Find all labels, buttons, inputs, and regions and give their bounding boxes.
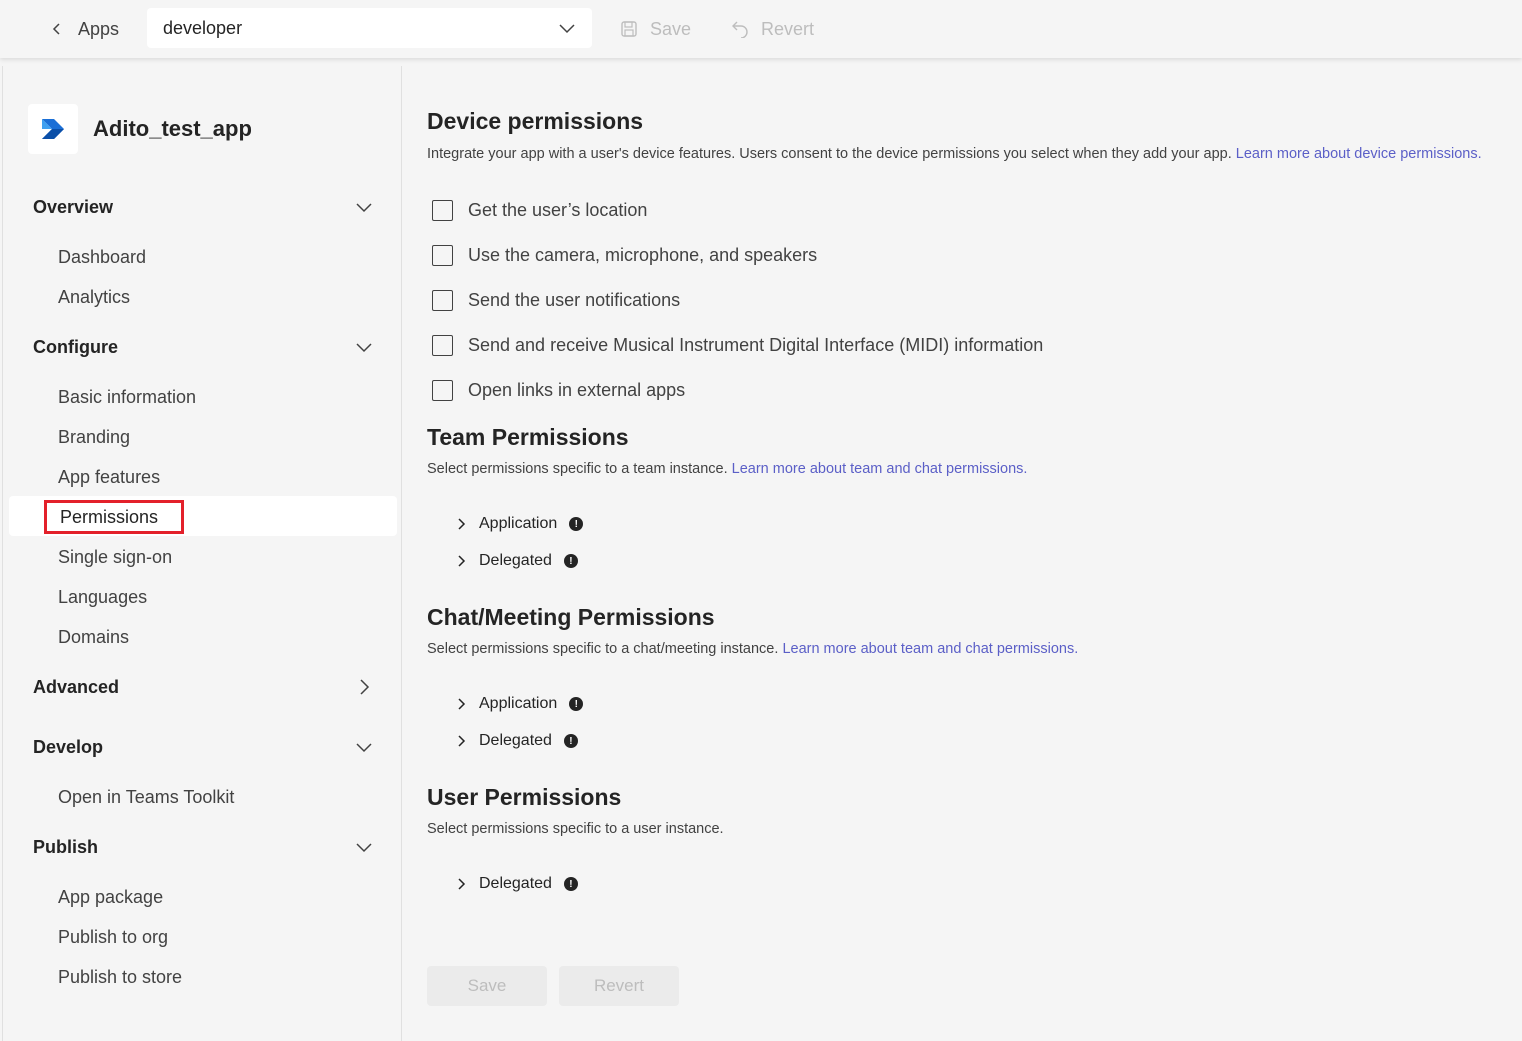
sidebar (2, 66, 402, 1041)
sidebar-item-basic-information[interactable]: Basic information (58, 386, 197, 407)
sidebar-item-publish-to-store[interactable]: Publish to store (58, 966, 183, 987)
checkbox[interactable] (432, 380, 453, 401)
environment-dropdown[interactable] (147, 8, 592, 48)
info-icon[interactable]: ! (564, 734, 578, 748)
chat-delegated-expander[interactable] (455, 726, 578, 756)
nav-section-label: Advanced (33, 676, 120, 697)
sidebar-item-permissions[interactable]: Permissions (44, 500, 184, 534)
checkbox-label: Open links in external apps (468, 379, 686, 400)
team-description-text: Select permissions specific to a team instance. (427, 461, 728, 477)
device-permissions-learn-more-link[interactable]: Learn more about device permissions. (1235, 146, 1482, 162)
app-header (28, 104, 252, 154)
sidebar-item-app-features[interactable]: App features (58, 466, 161, 487)
checkbox-label: Use the camera, microphone, and speakers (468, 244, 818, 265)
device-permissions-description (427, 146, 1482, 162)
chevron-down-icon (558, 19, 576, 37)
sidebar-item-single-sign-on[interactable]: Single sign-on (58, 546, 173, 567)
top-revert-label: Revert (761, 18, 815, 39)
team-delegated-expander[interactable] (455, 546, 578, 576)
expander-label: Delegated (479, 732, 552, 749)
environment-value: developer (163, 17, 243, 38)
chevron-right-icon (455, 735, 467, 747)
checkbox[interactable] (432, 290, 453, 311)
chevron-right-icon (455, 518, 467, 530)
team-permissions-title: Team Permissions (427, 424, 629, 450)
top-save-button[interactable] (620, 14, 691, 44)
chat-permissions-title: Chat/Meeting Permissions (427, 604, 715, 630)
nav-section-label: Configure (33, 336, 118, 357)
info-icon[interactable]: ! (564, 554, 578, 568)
nav-section-label: Publish (33, 836, 99, 857)
team-application-expander[interactable] (455, 509, 583, 539)
sidebar-item-open-in-teams-toolkit[interactable]: Open in Teams Toolkit (58, 786, 235, 807)
info-icon[interactable]: ! (564, 877, 578, 891)
nav-section-overview[interactable] (33, 187, 373, 227)
nav-section-develop[interactable] (33, 727, 373, 767)
nav-section-publish[interactable] (33, 827, 373, 867)
app-name: Adito_test_app (93, 116, 252, 141)
save-icon (620, 20, 638, 38)
team-permissions-learn-more-link[interactable]: Learn more about team and chat permissions. (731, 461, 1028, 477)
nav-section-advanced[interactable] (33, 667, 373, 707)
expander-label: Delegated (479, 875, 552, 892)
back-to-apps-link[interactable] (50, 12, 119, 46)
sidebar-item-app-package[interactable]: App package (58, 886, 164, 907)
checkbox[interactable] (432, 200, 453, 221)
top-save-label: Save (650, 18, 692, 39)
chevron-down-icon (355, 198, 373, 216)
expander-label: Application (479, 515, 558, 532)
info-icon[interactable]: ! (569, 517, 583, 531)
device-permissions-title: Device permissions (427, 108, 644, 134)
permission-checkbox-media[interactable] (432, 240, 817, 270)
chevron-down-icon (355, 738, 373, 756)
permission-checkbox-external-links[interactable] (432, 375, 685, 405)
nav-section-configure[interactable] (33, 327, 373, 367)
top-revert-button[interactable] (731, 14, 814, 44)
checkbox-label: Send and receive Musical Instrument Digital Interface (MIDI) information (468, 334, 1044, 355)
chevron-right-icon (355, 678, 373, 696)
chat-permissions-description (427, 641, 1078, 657)
chat-description-text: Select permissions specific to a chat/meeting instance. (427, 641, 779, 657)
sidebar-item-analytics[interactable]: Analytics (58, 286, 131, 307)
nav-section-label: Develop (33, 736, 104, 757)
nav-section-label: Overview (33, 196, 114, 217)
checkbox-label: Send the user notifications (468, 289, 681, 310)
top-bar (0, 0, 1522, 58)
chevron-right-icon (455, 555, 467, 567)
chevron-left-icon (50, 22, 64, 36)
user-permissions-description: Select permissions specific to a user instance. (427, 821, 724, 837)
expander-label: Delegated (479, 552, 552, 569)
chat-application-expander[interactable] (455, 689, 583, 719)
sidebar-item-dashboard[interactable]: Dashboard (58, 246, 147, 267)
expander-label: Application (479, 695, 558, 712)
undo-icon (731, 20, 749, 38)
sidebar-item-branding[interactable]: Branding (58, 426, 131, 447)
app-logo-icon (28, 104, 78, 154)
revert-button[interactable]: Revert (559, 966, 679, 1006)
device-description-text: Integrate your app with a user's device features. Users consent to the device permissions you select when they add your app. (427, 146, 1232, 162)
checkbox[interactable] (432, 245, 453, 266)
team-permissions-description (427, 461, 1027, 477)
user-permissions-title: User Permissions (427, 784, 622, 810)
chevron-right-icon (455, 698, 467, 710)
chevron-right-icon (455, 878, 467, 890)
user-delegated-expander[interactable] (455, 869, 578, 899)
sidebar-item-publish-to-org[interactable]: Publish to org (58, 926, 169, 947)
checkbox-label: Get the user’s location (468, 199, 648, 220)
chevron-down-icon (355, 838, 373, 856)
permission-checkbox-location[interactable] (432, 195, 647, 225)
save-button[interactable]: Save (427, 966, 547, 1006)
checkbox[interactable] (432, 335, 453, 356)
permission-checkbox-notifications[interactable] (432, 285, 680, 315)
sidebar-item-languages[interactable]: Languages (58, 586, 148, 607)
permission-checkbox-midi[interactable] (432, 330, 1043, 360)
chevron-down-icon (355, 338, 373, 356)
back-label: Apps (78, 18, 120, 39)
info-icon[interactable]: ! (569, 697, 583, 711)
chat-permissions-learn-more-link[interactable]: Learn more about team and chat permissions. (782, 641, 1079, 657)
sidebar-item-domains[interactable]: Domains (58, 626, 130, 647)
